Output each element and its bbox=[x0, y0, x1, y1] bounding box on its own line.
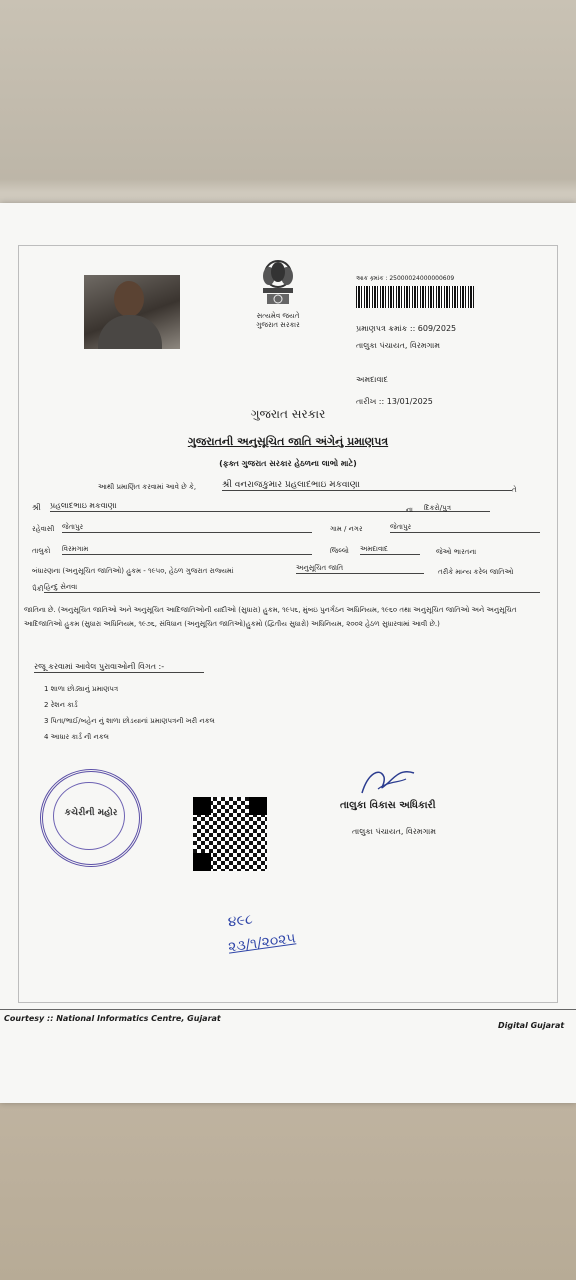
photo-body bbox=[98, 315, 162, 349]
barcode-number: આક ક્ર્માંક : 25000024000000609 bbox=[356, 275, 455, 282]
proof-item: 3 પિતા/ભાઈ/બહેન નું શાળા છોડયાનાં પ્રમાણપત્રની ખરી નકલ bbox=[44, 717, 215, 725]
issuing-office: તાલુકા પંચાયત, વિરમગામ bbox=[356, 341, 440, 350]
emblem-motto: સત્યમેવ જયતે bbox=[256, 312, 300, 320]
caste-prefix: પૈકી bbox=[32, 585, 44, 593]
father-name: પ્રહલાદભાઇ મકવાણા bbox=[50, 501, 490, 512]
district-label: જિલ્લો bbox=[330, 547, 349, 555]
issue-place: અમદાવાદ bbox=[356, 375, 388, 384]
lion-capital-icon bbox=[255, 258, 301, 308]
village-label: ગામ / નગર bbox=[330, 525, 363, 533]
footer-divider bbox=[0, 1009, 576, 1010]
order-text: બંધારણના (અનુસૂચિત જાતિઓ) હુકમ - ૧૯૫૦, હેઠળ ગુજરાત રાજ્યમાં bbox=[32, 567, 234, 575]
proofs-title: રજૂ કરવામાં આવેલ પુરાવાઓની વિગત :- bbox=[34, 662, 204, 673]
taluka-value: વિરમગામ bbox=[62, 545, 312, 555]
qr-code bbox=[193, 797, 267, 871]
village-value: જેતાપુર bbox=[390, 523, 540, 533]
signatory-title: તાલુકા વિકાસ અધિકારી bbox=[340, 800, 436, 811]
handwritten-number: ૪૯૮ bbox=[227, 911, 254, 931]
taluka-label: તાલુકો bbox=[32, 547, 51, 555]
certificate-title: ગુજરાતની અનુસૂચિત જાતિ અંગેનું પ્રમાણપત્ર bbox=[187, 435, 389, 448]
text-te: તે bbox=[512, 486, 517, 494]
certificate-subtitle: (ફક્ત ગુજરાત સરકાર હેઠળના લાભો માટે) bbox=[219, 459, 357, 468]
barcode bbox=[356, 286, 474, 308]
district-value: અમદાવાદ bbox=[360, 545, 420, 555]
office-seal bbox=[40, 769, 142, 867]
digital-gujarat-text: Digital Gujarat bbox=[498, 1021, 565, 1030]
india-text: જેઓ ભારતના bbox=[436, 548, 477, 556]
text-shri: શ્રી bbox=[32, 503, 41, 512]
legal-paragraph: જાતિના છે. (અનુસૂચિત જાતિઓ અને અનુસૂચિત આદિજાતિઓની યાદીઓ (સુધારા) હુકમ, ૧૯૫૬, મુંબઇ પુનર્ગઠન અધિનિયમ, ૧૯૬૦ તથા અનુસૂચિત જાતિઓ અને અનુસૂચિત આદિજાતિઓ હુકમ (સુધારા અધિનિયમ, ૧૯૭૬, સંવિધાન (અનુસૂચિત જાતિઓ)હુકમો (દ્વિતીય સુધારો) અધિનિયમ, ૨૦૦૨ હેઠળ સુધારવામાં આવી છે.) bbox=[24, 606, 517, 628]
proof-item: 4 આધાર કાર્ડ ની નકલ bbox=[44, 733, 109, 741]
resident-label: રહેવાસી bbox=[32, 525, 55, 533]
signature-icon bbox=[358, 763, 418, 799]
recognised-text: તરીકે માન્ય કરેલ જાતિઓ bbox=[438, 568, 514, 576]
proof-item: 2 રેશન કાર્ડ bbox=[44, 701, 78, 709]
seal-label: કચેરીની મહોર bbox=[64, 808, 118, 818]
person-name: શ્રી વનરાજકુમાર પ્રહલાદભાઇ મકવાણા bbox=[222, 480, 512, 491]
courtesy-text: Courtesy :: National Informatics Centre, Gujarat bbox=[4, 1014, 221, 1023]
relation: દિકરો/પુત્ર bbox=[424, 504, 452, 512]
photo-head bbox=[114, 281, 144, 317]
applicant-photo bbox=[84, 275, 180, 349]
national-emblem bbox=[250, 258, 306, 333]
barcode-block bbox=[356, 275, 476, 308]
handwritten-date: ૨૩/૧/૨૦૨૫ bbox=[227, 930, 297, 956]
certify-text: આથી પ્રમાણિત કરવામાં આવે છે કે, bbox=[98, 483, 197, 491]
proof-item: 1 શાળા છોડ્યાનું પ્રમાણપત્ર bbox=[44, 685, 119, 693]
caste-type: અનુસૂચિત જાતિ bbox=[296, 564, 424, 574]
emblem-gov: ગુજરાત સરકાર bbox=[256, 321, 300, 329]
resident-value: જેતાપુર bbox=[62, 523, 312, 533]
text-na: ના bbox=[406, 506, 413, 514]
issue-date: તારીખ :: 13/01/2025 bbox=[356, 397, 433, 406]
caste-value: હિન્દુ સેનવા bbox=[44, 583, 540, 593]
certificate-number: પ્રમાણપત્ર ક્રમાંક :: 609/2025 bbox=[356, 324, 457, 333]
certificate-sheet bbox=[0, 203, 576, 1103]
signatory-office: તાલુકા પંચાયત, વિરમગામ bbox=[352, 827, 436, 836]
gov-title: ગુજરાત સરકાર bbox=[250, 407, 326, 421]
